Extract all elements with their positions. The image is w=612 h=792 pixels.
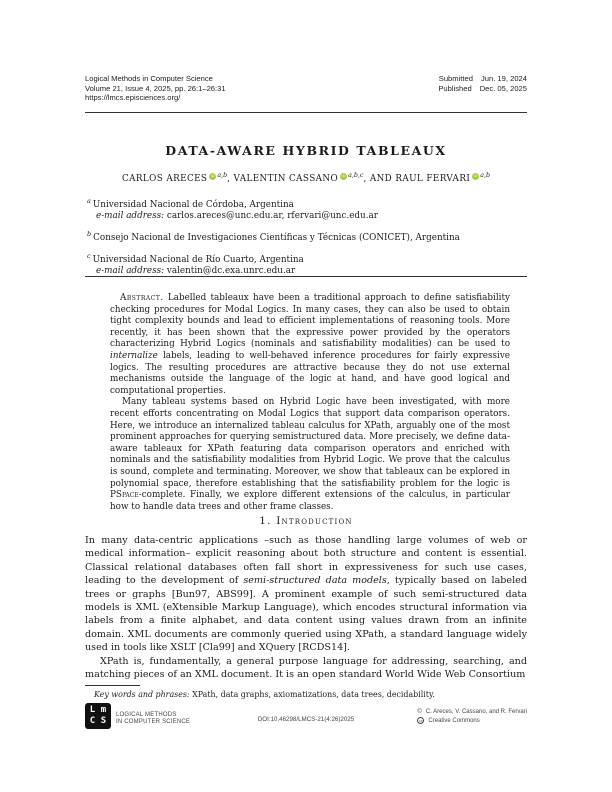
submission-dates: [438, 74, 527, 103]
copyright-text: C. Areces, V. Cassano, and R. Fervari: [425, 709, 527, 715]
section-heading: 1. Introduction: [259, 515, 353, 527]
intro-text: In many data-centric applications –such as those handling large volumes of web or medical information– explicit reasoning about both structure and content is essential. Classical relational databases often fall short in expressiveness for such use cases, leading to the development of: [85, 535, 527, 587]
logo-letter: L: [89, 705, 96, 715]
affil-text: Universidad Nacional de Córdoba, Argentina: [92, 200, 294, 210]
page-footer: [85, 702, 527, 734]
lmcs-logo-text: [116, 712, 190, 726]
affil-text: Universidad Nacional de Río Cuarto, Argentina: [92, 255, 304, 265]
journal-name: Logical Methods in Computer Science: [85, 74, 213, 83]
orcid-icon[interactable]: [340, 173, 347, 180]
email-address[interactable]: valentin@dc.exa.unrc.edu.ar: [166, 266, 296, 276]
journal-volume: Volume 21, Issue 4, 2025, pp. 26:1–26:31: [85, 83, 226, 93]
abstract-italic-term: internalize: [110, 350, 158, 361]
orcid-icon[interactable]: [472, 173, 479, 180]
header-rule: [85, 112, 527, 113]
author-name: VALENTIN CASSANO: [233, 174, 339, 184]
affiliation-rule: [85, 276, 527, 277]
journal-info: [85, 74, 226, 103]
introduction-body: [85, 534, 527, 681]
abstract: [110, 293, 510, 513]
keywords-text: XPath, data graphs, axiomatizations, data trees, decidability.: [189, 690, 435, 699]
submitted-date: Jun. 19, 2024: [480, 74, 527, 83]
author-name: CARLOS ARECES: [121, 174, 208, 184]
affil-text: Consejo Nacional de Investigaciones Científicas y Técnicas (CONICET), Argentina: [93, 233, 460, 243]
intro-text: , typically based on labeled trees or graphs [Bun97, ABS99]. A prominent example of such semi-structured data models is XML (eXtensible Markup Language), which encodes structural information via labels from a finite alphabet, and data content using values drawn from an infinite domain. XML documents are commonly queried using XPath, a standard language widely used in tools like XSLT [Cla99] and XQuery [RCDS14].: [85, 575, 527, 654]
logo-letter: m: [100, 705, 107, 715]
affiliation-c: [87, 251, 529, 277]
email-label: e-mail address:: [96, 211, 165, 221]
logo-letter: C: [89, 716, 96, 726]
affiliations: [87, 196, 529, 284]
affiliation-b: [87, 229, 529, 244]
creative-commons-text: Creative Commons: [428, 717, 480, 724]
author-affil-sup: a,b,c: [348, 172, 364, 179]
logo-text-line: IN COMPUTER SCIENCE: [116, 719, 191, 725]
abstract-text: labels, leading to well-behaved inference procedures for fairly expressive logics. The resulting procedures are attractive because they do not use external mechanisms outside the language of the logic at hand, and have good logical and computational properties.: [110, 350, 510, 396]
published-label: Published: [438, 83, 472, 93]
footnote-rule: [85, 685, 140, 686]
copyright-icon: ©: [417, 709, 422, 715]
author-affil-sup: a,b: [217, 172, 228, 179]
abstract-text: -complete. Finally, we explore different extensions of the calculus, in particular how to handle data trees and other frame classes.: [110, 490, 510, 512]
logo-text-line: LOGICAL METHODS: [116, 712, 177, 718]
complexity-class: PSpace: [110, 490, 139, 501]
abstract-text: Labelled tableaux have been a traditional approach to define satisfiability checking procedures for Modal Logics. In many cases, they can also be used to obtain tight complexity bounds and lead to efficient implementations of reasoning tools. More recently, it has been shown that the expressive power provided by the operators characterizing Hybrid Logics (nominals and satisfiability modalities) can be used to: [110, 293, 510, 350]
abstract-label: Abstract.: [120, 293, 164, 303]
intro-paragraph-2: XPath is, fundamentally, a general purpose language for addressing, searching, and matching pieces of an XML document. It is an open standard World Wide Web Consortium: [85, 655, 527, 681]
submitted-label: Submitted: [438, 74, 473, 83]
affiliation-a: [87, 196, 529, 222]
author-name: RAUL FERVARI: [395, 174, 471, 184]
author-affil-sup: a,b: [480, 172, 491, 179]
intro-italic-term: semi-structured data models: [243, 575, 387, 587]
keywords-label: Key words and phrases:: [94, 690, 190, 699]
author-line: [85, 172, 527, 184]
lmcs-logo: [85, 703, 111, 729]
logo-letter: S: [100, 716, 107, 726]
journal-header: [85, 74, 527, 103]
author-separator: , AND: [363, 174, 396, 184]
email-address[interactable]: carlos.areces@unc.edu.ar, rfervari@unc.edu.ar: [166, 211, 378, 221]
keywords-line: [85, 690, 527, 700]
affil-marker: b: [87, 230, 92, 238]
affil-marker: a: [87, 197, 91, 205]
intro-paragraph-1: [85, 534, 527, 655]
creative-commons-icon: cc: [419, 719, 423, 724]
affil-marker: c: [87, 252, 91, 260]
copyright-block: [417, 708, 527, 725]
published-date: Dec. 05, 2025: [479, 83, 527, 93]
doi[interactable]: DOI:10.46298/LMCS-21(4:26)2025: [257, 716, 355, 723]
paper-title: DATA-AWARE HYBRID TABLEAUX: [165, 143, 447, 158]
abstract-text: Many tableau systems based on Hybrid Logic have been investigated, with more recent efforts concentrating on Modal Logics that support data comparison operators. Here, we introduce an internalized tableau calculus for XPath, arguably one of the most prominent approaches for querying semistructured data. More precisely, we define data-aware tableaux for XPath featuring data comparison operators and enriched with nominals and the satisfiability modalities from Hybrid Logic. We prove that the calculus is sound, complete and terminating. Moreover, we show that tableaux can be explored in polynomial space, therefore establishing that the satisfiability problem for the logic is: [110, 397, 510, 489]
author-separator: ,: [227, 174, 234, 184]
orcid-icon[interactable]: [209, 173, 216, 180]
journal-url[interactable]: https://lmcs.episciences.org/: [85, 93, 181, 103]
email-label: e-mail address:: [96, 266, 165, 276]
